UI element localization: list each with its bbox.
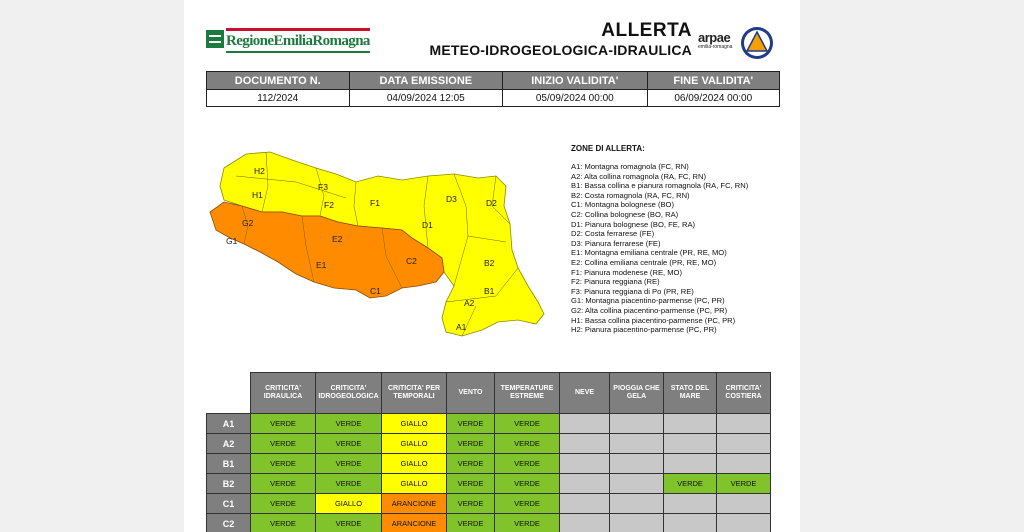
doc-number-header: DOCUMENTO N.	[207, 72, 350, 90]
criticality-cell: VERDE	[447, 454, 495, 474]
map-label-c1: C1	[370, 286, 381, 296]
zone-cell: A2	[207, 434, 251, 454]
map-label-b1: B1	[484, 286, 495, 296]
criticality-cell: VERDE	[495, 494, 560, 514]
criticality-cell: VERDE	[447, 414, 495, 434]
criticality-cell	[717, 414, 771, 434]
table-row	[207, 474, 771, 494]
criticality-body	[207, 414, 771, 532]
criticality-cell	[560, 494, 610, 514]
criticality-table	[206, 372, 771, 532]
map-label-g1: G1	[226, 236, 238, 246]
criticality-cell: VERDE	[447, 494, 495, 514]
criticality-cell: VERDE	[495, 414, 560, 434]
map-label-e1: E1	[316, 260, 327, 270]
zone-cell: C1	[207, 494, 251, 514]
criticality-cell	[664, 434, 717, 454]
doc-number-value: 112/2024	[207, 90, 350, 107]
criticality-cell	[560, 454, 610, 474]
criticality-cell: VERDE	[316, 454, 382, 474]
alert-document	[184, 0, 800, 532]
criticality-cell: VERDE	[495, 434, 560, 454]
criticality-cell: GIALLO	[316, 494, 382, 514]
zone-legend-item: F3: Pianura reggiana di Po (PR, RE)	[571, 286, 694, 296]
criticality-cell: VERDE	[447, 474, 495, 494]
map-label-h2: H2	[254, 166, 265, 176]
map-label-d1: D1	[422, 220, 433, 230]
criticality-cell: VERDE	[316, 434, 382, 454]
arpae-logo-subtext: emilia-romagna	[698, 44, 733, 50]
validity-end-header: FINE VALIDITA'	[647, 72, 779, 90]
map-label-f1: F1	[370, 198, 380, 208]
col-header-vento: VENTO	[447, 373, 495, 414]
criticality-cell: ARANCIONE	[382, 514, 447, 532]
map-label-a2: A2	[464, 298, 475, 308]
criticality-cell: VERDE	[251, 514, 316, 532]
zone-legend-item: E1: Montagna emiliana centrale (PR, RE, MO)	[571, 248, 727, 258]
criticality-cell: VERDE	[664, 474, 717, 494]
col-header-stato-mare: STATO DEL MARE	[664, 373, 717, 414]
issue-date-value: 04/09/2024 12:05	[349, 90, 503, 107]
criticality-cell	[664, 514, 717, 532]
criticality-cell	[717, 454, 771, 474]
criticality-cell: VERDE	[495, 514, 560, 532]
zone-legend-item: A2: Alta collina romagnola (RA, FC, RN)	[571, 171, 707, 181]
col-header-idraulica: CRITICITA' IDRAULICA	[251, 373, 316, 414]
col-header-pioggia-gela: PIOGGIA CHE GELA	[610, 373, 664, 414]
zone-legend-item: H1: Bassa collina piacentino-parmense (PC, PR)	[571, 315, 736, 325]
map-label-e2: E2	[332, 234, 343, 244]
criticality-cell: VERDE	[447, 514, 495, 532]
map-label-c2: C2	[406, 256, 417, 266]
table-row	[207, 414, 771, 434]
zone-legend-item: D3: Pianura ferrarese (FE)	[571, 238, 661, 248]
criticality-cell	[560, 514, 610, 532]
zone-legend-item: C2: Collina bolognese (BO, RA)	[571, 209, 679, 219]
col-header-idrogeologica: CRITICITA' IDROGEOLOGICA	[316, 373, 382, 414]
page-title: ALLERTA	[601, 20, 692, 41]
map-label-f3: F3	[318, 182, 328, 192]
zone-legend-item: E2: Collina emiliana centrale (PR, RE, MO)	[571, 257, 717, 267]
zone-legend-item: C1: Montagna bolognese (BO)	[571, 200, 674, 210]
map-label-d2: D2	[486, 198, 497, 208]
header-blank-cell	[207, 373, 251, 414]
criticality-cell	[610, 454, 664, 474]
criticality-cell	[717, 494, 771, 514]
map-label-a1: A1	[456, 322, 467, 332]
map-label-d3: D3	[446, 194, 457, 204]
arpae-logo	[698, 32, 742, 50]
zone-cell: B1	[207, 454, 251, 474]
map-label-g2: G2	[242, 218, 254, 228]
criticality-cell: VERDE	[251, 434, 316, 454]
alert-zones-map	[206, 146, 546, 346]
zone-legend-item: A1: Montagna romagnola (FC, RN)	[571, 162, 689, 171]
criticality-cell: GIALLO	[382, 434, 447, 454]
criticality-cell	[560, 474, 610, 494]
map-label-f2: F2	[324, 200, 334, 210]
criticality-cell	[717, 514, 771, 532]
table-row	[207, 434, 771, 454]
criticality-cell	[664, 454, 717, 474]
criticality-cell: VERDE	[316, 414, 382, 434]
criticality-cell	[560, 434, 610, 454]
zone-legend-item: G1: Montagna piacentino-parmense (PC, PR)	[571, 296, 725, 306]
table-row	[207, 454, 771, 474]
criticality-cell: GIALLO	[382, 454, 447, 474]
criticality-cell	[717, 434, 771, 454]
criticality-cell: VERDE	[495, 454, 560, 474]
criticality-cell: VERDE	[717, 474, 771, 494]
protezione-civile-logo-icon	[740, 26, 774, 60]
criticality-cell: VERDE	[251, 454, 316, 474]
page-subtitle: METEO-IDROGEOLOGICA-IDRAULICA	[429, 42, 692, 58]
criticality-cell	[610, 494, 664, 514]
zone-legend	[571, 144, 791, 335]
table-row	[207, 494, 771, 514]
criticality-cell: VERDE	[251, 414, 316, 434]
zone-legend-item: H2: Pianura piacentino-parmense (PC, PR)	[571, 325, 717, 335]
criticality-header-row	[207, 373, 771, 414]
criticality-cell: VERDE	[251, 474, 316, 494]
criticality-cell: VERDE	[495, 474, 560, 494]
zone-cell: B2	[207, 474, 251, 494]
zone-cell: A1	[207, 414, 251, 434]
criticality-cell	[610, 414, 664, 434]
zone-legend-item: B1: Bassa collina e pianura romagnola (RA, FC, RN)	[571, 181, 749, 191]
zone-legend-item: F2: Pianura reggiana (RE)	[571, 277, 660, 287]
document-info-table	[206, 71, 780, 107]
zone-legend-item: G2: Alta collina piacentino-parmense (PC, PR)	[571, 305, 728, 315]
criticality-cell	[560, 414, 610, 434]
criticality-cell	[610, 474, 664, 494]
zone-legend-item: F1: Pianura modenese (RE, MO)	[571, 267, 682, 277]
criticality-cell: GIALLO	[382, 474, 447, 494]
regione-logo-text: RegioneEmiliaRomagna	[226, 33, 370, 49]
criticality-cell	[664, 494, 717, 514]
map-label-b2: B2	[484, 258, 495, 268]
validity-start-header: INIZIO VALIDITA'	[503, 72, 647, 90]
zone-legend-item: D1: Pianura bolognese (BO, FE, RA)	[571, 219, 696, 229]
col-header-temporali: CRITICITA' PER TEMPORALI	[382, 373, 447, 414]
criticality-cell: ARANCIONE	[382, 494, 447, 514]
arpae-logo-text: arpae	[698, 30, 731, 45]
validity-start-value: 05/09/2024 00:00	[503, 90, 647, 107]
col-header-neve: NEVE	[560, 373, 610, 414]
zone-legend-title: ZONE DI ALLERTA:	[571, 144, 645, 153]
zone-cell: C2	[207, 514, 251, 532]
regione-logo	[206, 28, 370, 54]
col-header-costiera: CRITICITA' COSTIERA	[717, 373, 771, 414]
criticality-cell	[610, 514, 664, 532]
validity-end-value: 06/09/2024 00:00	[647, 90, 779, 107]
criticality-cell	[610, 434, 664, 454]
zone-legend-item: D2: Costa ferrarese (FE)	[571, 229, 655, 239]
criticality-cell: GIALLO	[382, 414, 447, 434]
col-header-temperature: TEMPERATURE ESTREME	[495, 373, 560, 414]
criticality-cell: VERDE	[316, 474, 382, 494]
issue-date-header: DATA EMISSIONE	[349, 72, 503, 90]
regione-flag-icon	[206, 30, 224, 48]
criticality-cell: VERDE	[447, 434, 495, 454]
table-row	[207, 514, 771, 532]
map-label-h1: H1	[252, 190, 263, 200]
criticality-cell: VERDE	[316, 514, 382, 532]
criticality-cell	[664, 414, 717, 434]
logo-green-bar	[226, 51, 370, 53]
logo-red-bar	[226, 28, 370, 31]
criticality-cell: VERDE	[251, 494, 316, 514]
zone-legend-item: B2: Costa romagnola (RA, FC, RN)	[571, 190, 690, 200]
